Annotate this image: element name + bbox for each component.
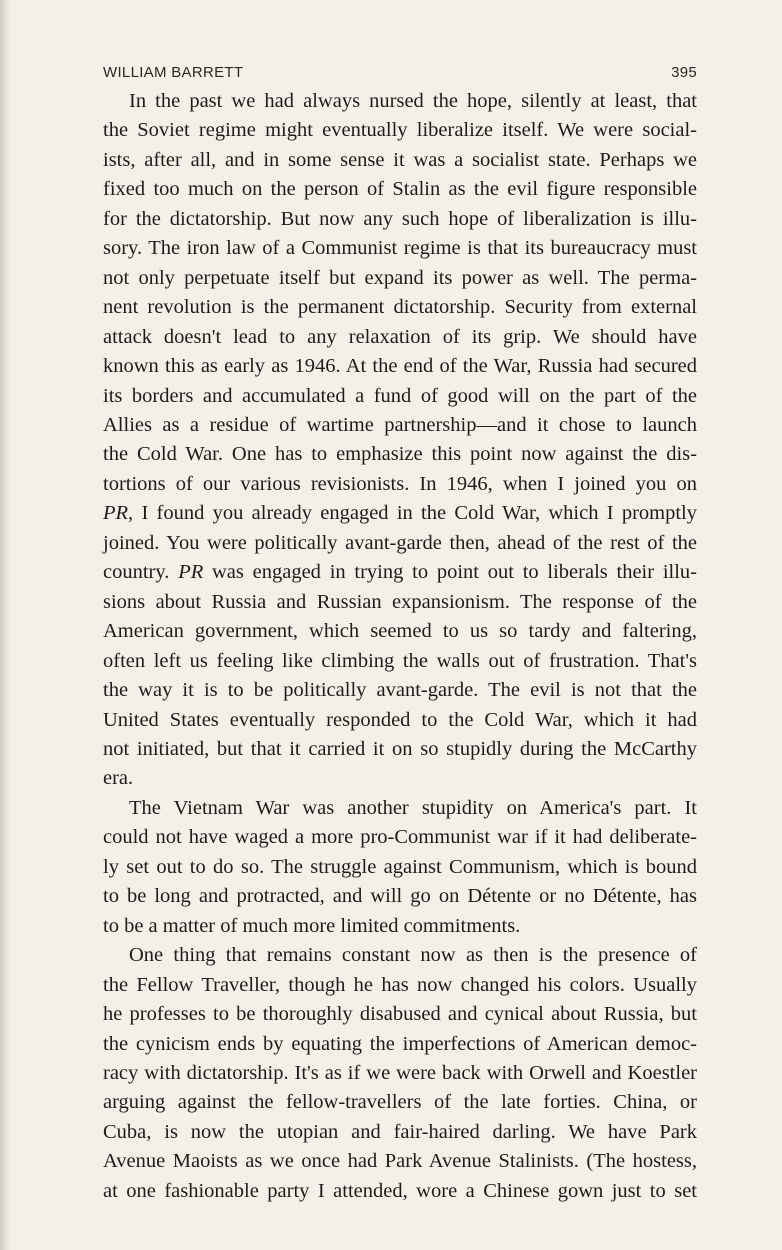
line-text: ists, after all, and in some sense it was a socialist state. Perhaps we: [103, 148, 697, 171]
text-line: [103, 823, 697, 852]
text-line: [103, 352, 697, 381]
text-line: [103, 293, 697, 322]
text-line: [103, 1030, 697, 1059]
text-line: [103, 470, 697, 499]
text-line: [103, 647, 697, 676]
line-text: nent revolution is the permanent dictatorship. Security from external: [103, 296, 697, 319]
line-text: American government, which seemed to us so tardy and faltering,: [103, 620, 697, 643]
line-text: the Soviet regime might eventually liberalize itself. We were social-: [103, 119, 697, 142]
text-line: [103, 706, 697, 735]
line-text: not initiated, but that it carried it on so stupidly during the McCarthy: [103, 737, 697, 760]
page-binding-shadow: [0, 0, 10, 1250]
line-text: not only perpetuate itself but expand its power as well. The perma-: [103, 266, 697, 289]
line-text: fixed too much on the person of Stalin as the evil figure responsible: [103, 178, 697, 201]
text-line: [103, 558, 697, 587]
running-header: [103, 64, 697, 86]
text-line: [103, 1147, 697, 1176]
line-text: Cuba, is now the utopian and fair-haired darling. We have Park: [103, 1120, 697, 1143]
line-text: country.: [103, 561, 179, 584]
text-line: [103, 529, 697, 558]
line-text: Allies as a residue of wartime partnership—and it chose to launch: [103, 413, 697, 436]
line-text: at one fashionable party I attended, wore a Chinese gown just to set: [103, 1179, 697, 1202]
line-text: sions about Russia and Russian expansionism. The response of the: [103, 590, 697, 613]
line-text: United States eventually responded to the Cold War, which it had: [103, 708, 697, 731]
text-line: [103, 1118, 697, 1147]
line-text: was engaged in trying to point out to liberals their illu-: [203, 561, 698, 584]
line-text: to be a matter of much more limited commitments.: [103, 914, 521, 937]
line-text: racy with dictatorship. It's as if we were back with Orwell and Koestler: [103, 1061, 697, 1084]
text-line: [103, 971, 697, 1000]
text-line: [103, 1177, 697, 1206]
text-line: [103, 882, 697, 911]
text-line: [103, 323, 697, 352]
line-text: The Vietnam War was another stupidity on America's part. It: [129, 796, 697, 819]
line-text: the way it is to be politically avant-garde. The evil is not that the: [103, 679, 697, 702]
text-line: [103, 853, 697, 882]
text-line: [103, 382, 697, 411]
text-line: [103, 617, 697, 646]
text-line: [103, 1088, 697, 1117]
line-text: era.: [103, 767, 134, 790]
text-line: [103, 234, 697, 263]
text-line: [103, 1059, 697, 1088]
line-text: sory. The iron law of a Communist regime is that its bureaucracy must: [103, 237, 697, 260]
line-text: its borders and accumulated a fund of good will on the part of the: [103, 384, 697, 407]
text-line: [103, 1000, 697, 1029]
text-line: [103, 912, 697, 941]
text-line: [103, 764, 697, 793]
line-text: often left us feeling like climbing the walls out of frustration. That's: [103, 649, 697, 672]
line-text: the Fellow Traveller, though he has now changed his colors. Usually: [103, 973, 697, 996]
line-text: One thing that remains constant now as then is the presence of: [129, 944, 697, 967]
running-header-author: WILLIAM BARRETT: [103, 64, 244, 81]
line-text: tortions of our various revisionists. In 1946, when I joined you on: [103, 472, 697, 495]
text-line: [103, 116, 697, 145]
line-text: ly set out to do so. The struggle against Communism, which is bound: [103, 855, 697, 878]
italic-text: PR: [103, 502, 129, 525]
line-text: , I found you already engaged in the Cold War, which I promptly: [128, 502, 697, 525]
line-text: for the dictatorship. But now any such hope of liberalization is illu-: [103, 207, 697, 230]
text-line: [103, 499, 697, 528]
line-text: the cynicism ends by equating the imperfections of American democ-: [103, 1032, 697, 1055]
text-line: [103, 676, 697, 705]
line-text: arguing against the fellow-travellers of the late forties. China, or: [103, 1091, 697, 1114]
text-line: [103, 588, 697, 617]
text-line: [103, 264, 697, 293]
body-text: [103, 87, 697, 1206]
line-text: he professes to be thoroughly disabused and cynical about Russia, but: [103, 1003, 697, 1026]
text-line: [103, 411, 697, 440]
line-text: joined. You were politically avant-garde then, ahead of the rest of the: [103, 531, 697, 554]
line-text: Avenue Maoists as we once had Park Avenue Stalinists. (The hostess,: [103, 1150, 697, 1173]
text-line: [103, 941, 697, 970]
line-text: attack doesn't lead to any relaxation of its grip. We should have: [103, 325, 697, 348]
text-line: [103, 205, 697, 234]
text-line: [103, 146, 697, 175]
line-text: known this as early as 1946. At the end of the War, Russia had secured: [103, 355, 697, 378]
line-text: the Cold War. One has to emphasize this point now against the dis-: [103, 443, 697, 466]
italic-text: PR: [178, 561, 204, 584]
text-line: [103, 440, 697, 469]
text-line: [103, 794, 697, 823]
text-line: [103, 175, 697, 204]
line-text: could not have waged a more pro-Communist war if it had deliberate-: [103, 826, 697, 849]
line-text: to be long and protracted, and will go on Détente or no Détente, has: [103, 885, 697, 908]
line-text: In the past we had always nursed the hope, silently at least, that: [129, 90, 697, 112]
page-number: 395: [671, 64, 697, 81]
text-line: [103, 87, 697, 116]
text-line: [103, 735, 697, 764]
